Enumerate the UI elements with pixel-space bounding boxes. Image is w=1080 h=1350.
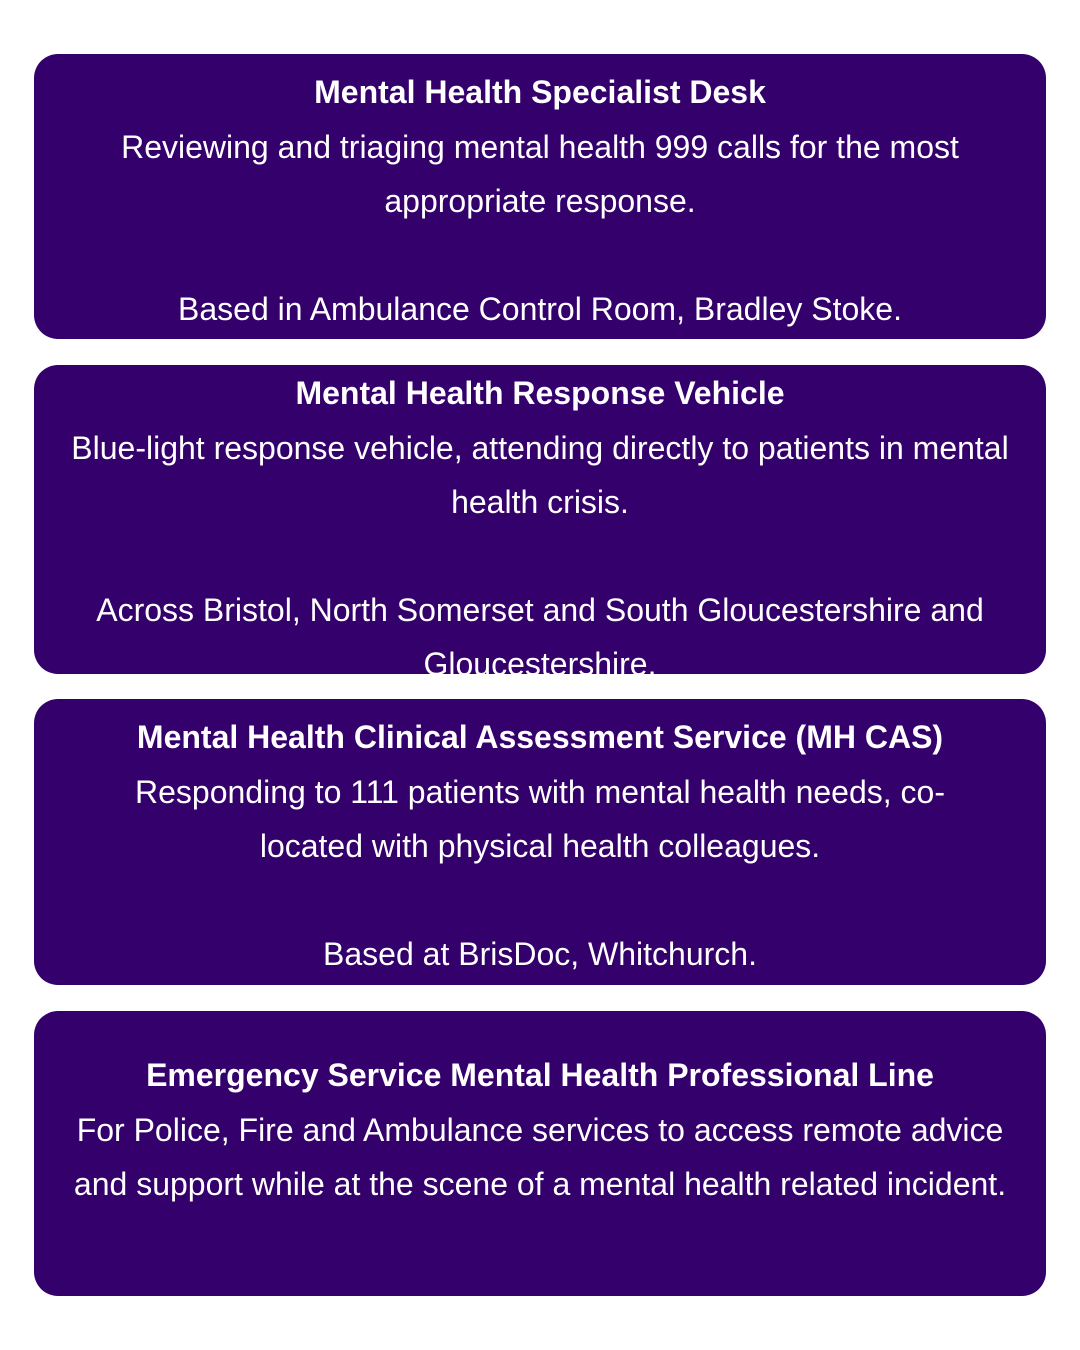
card-response-vehicle bbox=[34, 365, 1046, 682]
card-title: Emergency Service Mental Health Professional Line bbox=[146, 1057, 934, 1093]
card-specialist-desk bbox=[34, 54, 1046, 339]
card-clinical-assessment-service bbox=[34, 699, 1046, 985]
card-description: For Police, Fire and Ambulance services to access remote advice and support while at the scene of a mental health related incident. bbox=[73, 1112, 1007, 1202]
card-title: Mental Health Response Vehicle bbox=[295, 375, 785, 411]
card-description: Reviewing and triaging mental health 999 calls for the most appropriate response. bbox=[121, 129, 959, 219]
card-location: Based in Ambulance Control Room, Bradley Stoke. bbox=[178, 291, 902, 327]
card-location: Based at BrisDoc, Whitchurch. bbox=[323, 936, 757, 972]
card-description: Responding to 111 patients with mental health needs, co-located with physical health colleagues. bbox=[135, 774, 945, 864]
card-location: Across Bristol, North Somerset and South Gloucestershire and Gloucestershire. bbox=[96, 592, 984, 682]
card-title: Mental Health Specialist Desk bbox=[314, 74, 766, 110]
card-professional-line bbox=[34, 1011, 1046, 1296]
card-description: Blue-light response vehicle, attending directly to patients in mental health crisis. bbox=[71, 430, 1009, 520]
card-title: Mental Health Clinical Assessment Service (MH CAS) bbox=[136, 719, 944, 755]
